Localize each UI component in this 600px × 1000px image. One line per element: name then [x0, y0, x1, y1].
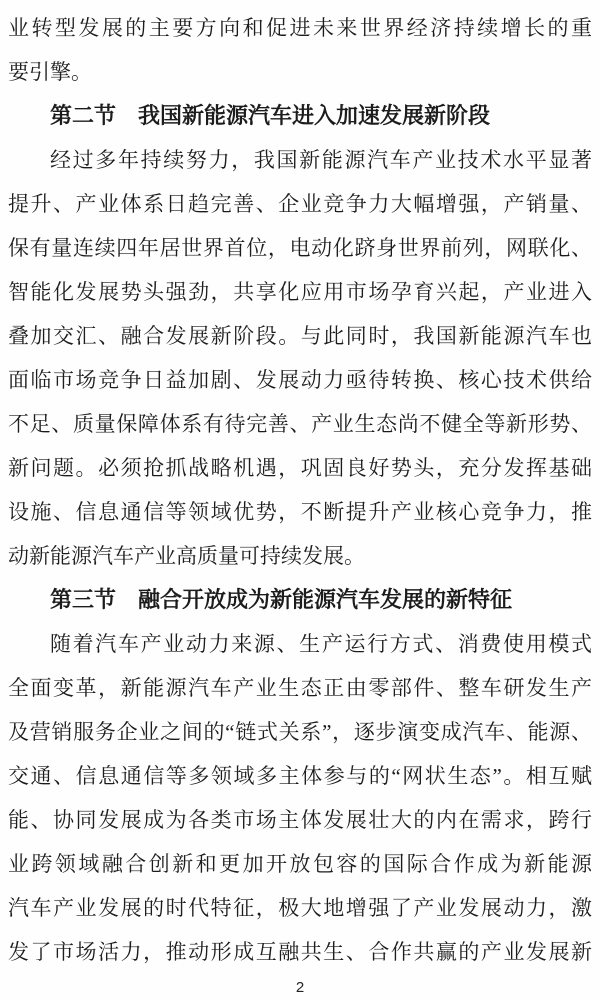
text-line: 业转型发展的主要方向和促进未来世界经济持续增长的重 [8, 16, 592, 40]
text-line: 叠加交汇、融合发展新阶段。与此同时，我国新能源汽车也 [8, 324, 592, 348]
text-line: 经过多年持续努力，我国新能源汽车产业技术水平显著 [50, 148, 592, 172]
section-heading: 第三节 融合开放成为新能源汽车发展的新特征 [50, 587, 513, 612]
text-block [8, 6, 592, 974]
text-line: 新问题。必须抢抓战略机遇，巩固良好势头，充分发挥基础 [8, 456, 592, 480]
text-line: 面临市场竞争日益加剧、发展动力亟待转换、核心技术供给 [8, 368, 592, 392]
section-heading: 第二节 我国新能源汽车进入加速发展新阶段 [50, 103, 491, 128]
text-line: 要引擎。 [8, 60, 92, 84]
text-line: 发了市场活力，推动形成互融共生、合作共赢的产业发展新 [8, 940, 592, 964]
text-line: 智能化发展势头强劲，共享化应用市场孕育兴起，产业进入 [8, 280, 592, 304]
text-line: 设施、信息通信等领域优势，不断提升产业核心竞争力，推 [8, 500, 592, 524]
text-line: 保有量连续四年居世界首位，电动化跻身世界前列，网联化、 [8, 236, 592, 260]
text-line: 业跨领域融合创新和更加开放包容的国际合作成为新能源 [8, 852, 592, 876]
text-line: 提升、产业体系日趋完善、企业竞争力大幅增强，产销量、 [8, 192, 592, 216]
text-line: 交通、信息通信等多领域多主体参与的“网状生态”。相互赋 [8, 764, 592, 788]
text-line: 能、协同发展成为各类市场主体发展壮大的内在需求，跨行 [8, 808, 592, 832]
text-line: 全面变革，新能源汽车产业生态正由零部件、整车研发生产 [8, 676, 592, 700]
text-line: 随着汽车产业动力来源、生产运行方式、消费使用模式 [50, 632, 592, 656]
page-number: 2 [295, 979, 305, 996]
text-line: 汽车产业发展的时代特征，极大地增强了产业发展动力，激 [8, 896, 592, 920]
text-line: 及营销服务企业之间的“链式关系”，逐步演变成汽车、能源、 [8, 720, 592, 744]
text-line: 动新能源汽车产业高质量可持续发展。 [8, 544, 365, 568]
text-line: 不足、质量保障体系有待完善、产业生态尚不健全等新形势、 [8, 412, 592, 436]
